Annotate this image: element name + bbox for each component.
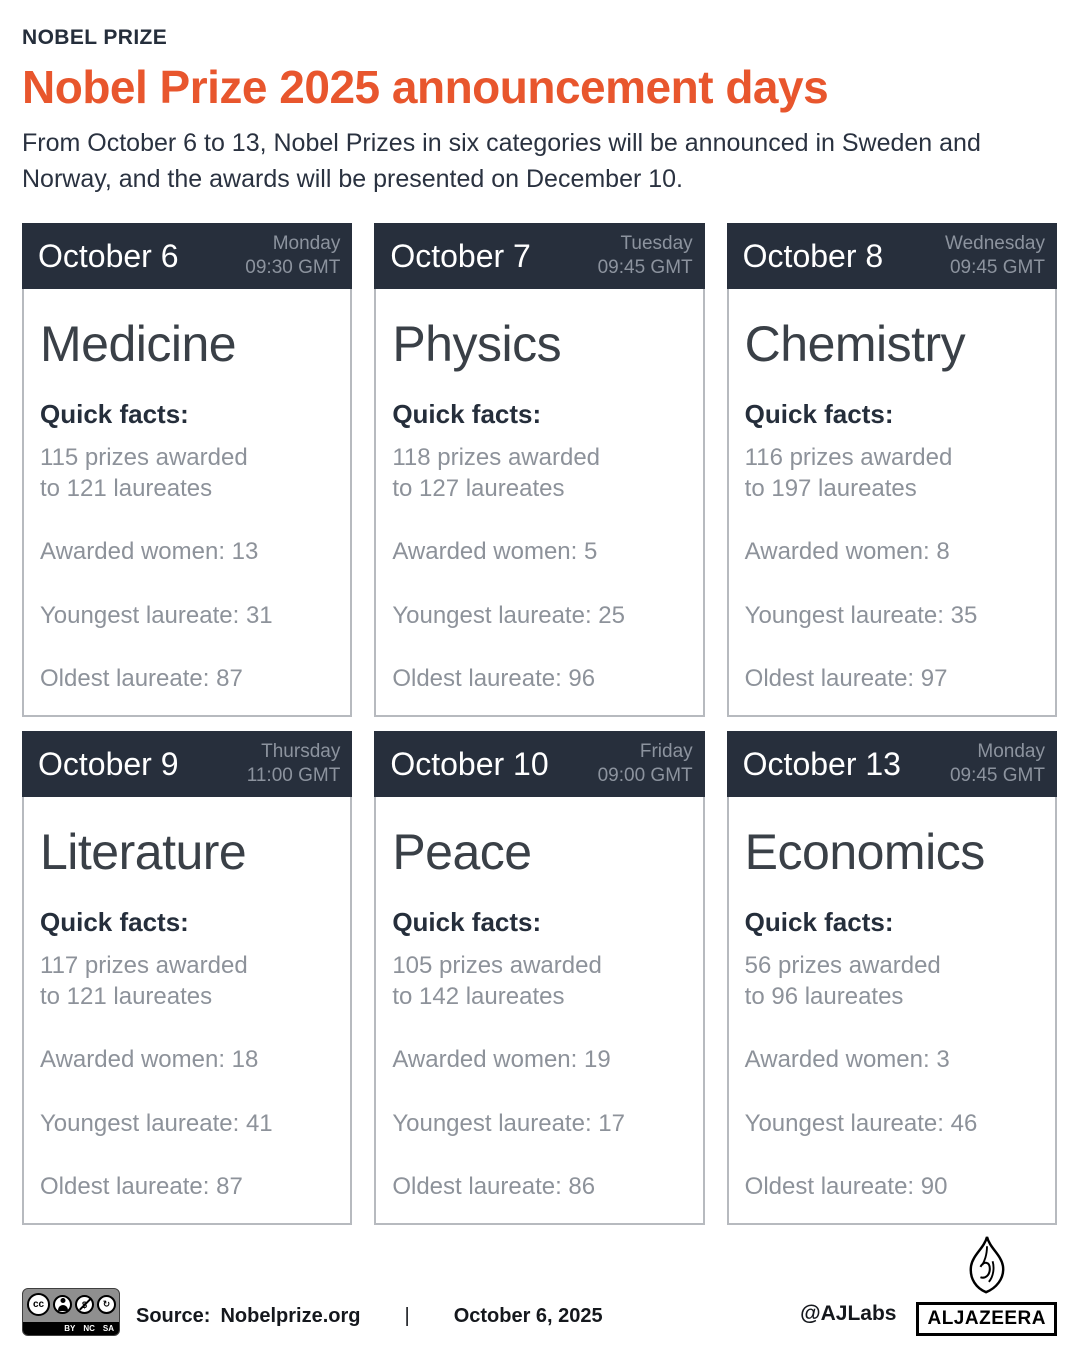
card-date: October 13 [742, 745, 901, 782]
fact-prizes [40, 950, 334, 1012]
page-subtitle: From October 6 to 13, Nobel Prizes in six categories will be announced in Sweden and Norway, and the awards will be presented on December 10. [22, 129, 981, 193]
card-literature [22, 731, 352, 1225]
fact-oldest: Oldest laureate: 86 [392, 1172, 596, 1200]
card-peace [374, 731, 704, 1225]
quick-facts-heading: Quick facts: [392, 399, 542, 429]
card-body [24, 797, 350, 1202]
fact-prizes-line1: 105 prizes awarded [392, 952, 602, 979]
fact-youngest: Youngest laureate: 17 [392, 1109, 625, 1137]
card-daytime [247, 740, 341, 788]
quick-facts-heading: Quick facts: [744, 399, 894, 429]
card-day: Monday [977, 741, 1045, 763]
card-day: Monday [272, 233, 341, 255]
fact-prizes [40, 442, 334, 504]
category-title: Economics [744, 824, 985, 880]
fact-prizes-line1: 117 prizes awarded [40, 952, 248, 979]
card-daytime [945, 232, 1045, 280]
card-header [22, 731, 352, 797]
footer-right [800, 1235, 1057, 1336]
ajlabs-credit: @AJLabs [800, 1302, 897, 1325]
fact-prizes-line2: to 96 laureates [744, 983, 904, 1011]
quick-facts-heading: Quick facts: [744, 907, 894, 937]
quick-facts-heading: Quick facts: [40, 907, 189, 937]
card-day: Wednesday [945, 233, 1045, 255]
cc-icon: cc [27, 1293, 50, 1316]
card-header [374, 731, 704, 797]
fact-prizes [392, 442, 686, 504]
footer [22, 1235, 1057, 1336]
card-physics [374, 223, 704, 717]
fact-prizes-line2: to 121 laureates [40, 475, 213, 503]
card-day: Friday [639, 741, 693, 763]
fact-prizes-line1: 116 prizes awarded [744, 444, 953, 471]
cards-grid [22, 223, 1057, 1225]
card-date: October 8 [742, 237, 884, 274]
card-time: 09:45 GMT [949, 765, 1045, 786]
fact-prizes [745, 950, 1039, 1012]
fact-oldest: Oldest laureate: 97 [744, 664, 948, 692]
fact-youngest: Youngest laureate: 31 [40, 601, 273, 629]
page-title: Nobel Prize 2025 announcement days [22, 61, 829, 113]
card-time: 09:45 GMT [597, 257, 693, 278]
card-day: Tuesday [620, 233, 693, 255]
fact-women: Awarded women: 13 [40, 538, 259, 566]
fact-prizes-line1: 118 prizes awarded [392, 444, 601, 471]
category-title: Peace [392, 824, 532, 880]
card-time: 11:00 GMT [246, 765, 341, 786]
fact-prizes-line2: to 127 laureates [392, 475, 565, 503]
cc-license-labels [23, 1322, 119, 1335]
fact-youngest: Youngest laureate: 46 [744, 1109, 978, 1137]
card-daytime [598, 232, 693, 280]
fact-prizes-line1: 115 prizes awarded [40, 444, 248, 471]
card-body [376, 289, 702, 694]
fact-women: Awarded women: 18 [40, 1046, 259, 1074]
fact-oldest: Oldest laureate: 90 [744, 1172, 948, 1200]
fact-youngest: Youngest laureate: 35 [744, 601, 978, 629]
sa-arrow-icon: ↻ [97, 1295, 116, 1314]
source-value: Nobelprize.org [220, 1305, 361, 1327]
fact-oldest: Oldest laureate: 87 [40, 1172, 243, 1200]
fact-youngest: Youngest laureate: 41 [40, 1109, 273, 1137]
fact-oldest: Oldest laureate: 87 [40, 664, 243, 692]
fact-women: Awarded women: 5 [392, 538, 598, 566]
fact-women: Awarded women: 3 [744, 1046, 950, 1074]
card-header [727, 731, 1057, 797]
cc-license-icons [27, 1293, 116, 1316]
quick-facts-heading: Quick facts: [40, 399, 189, 429]
card-date: October 6 [38, 237, 179, 274]
category-title: Literature [40, 824, 247, 880]
aljazeera-logo [916, 1235, 1057, 1336]
fact-women: Awarded women: 19 [392, 1046, 611, 1074]
card-body [729, 289, 1055, 694]
card-daytime [245, 232, 340, 280]
source-label: Source: [136, 1305, 211, 1327]
card-medicine [22, 223, 352, 717]
by-person-icon [53, 1295, 72, 1314]
card-time: 09:45 GMT [949, 257, 1045, 278]
card-time: 09:00 GMT [597, 765, 693, 786]
fact-women: Awarded women: 8 [744, 538, 950, 566]
footer-left [22, 1288, 603, 1336]
fact-prizes-line1: 56 prizes awarded [744, 952, 941, 979]
license-label-nc: NC [83, 1324, 95, 1333]
fact-prizes [392, 950, 686, 1012]
card-date: October 10 [390, 745, 549, 782]
license-label-sa: SA [102, 1324, 114, 1333]
category-title: Chemistry [744, 316, 966, 372]
card-daytime [950, 740, 1045, 788]
card-header [22, 223, 352, 289]
card-body [24, 289, 350, 694]
card-day: Thursday [261, 741, 341, 763]
card-header [374, 223, 704, 289]
aljazeera-flame-icon [961, 1235, 1013, 1300]
license-label-by: BY [64, 1324, 76, 1333]
card-daytime [598, 740, 693, 788]
fact-prizes-line2: to 142 laureates [392, 983, 565, 1011]
source-line [136, 1305, 603, 1336]
card-date: October 7 [390, 237, 531, 274]
category-title: Physics [392, 316, 562, 372]
nc-dollar-icon [75, 1295, 94, 1314]
card-chemistry [727, 223, 1057, 717]
card-body [376, 797, 702, 1202]
kicker: NOBEL PRIZE [22, 26, 168, 49]
category-title: Medicine [40, 316, 237, 372]
card-header [727, 223, 1057, 289]
card-time: 09:30 GMT [245, 257, 341, 278]
page-header [22, 26, 1057, 223]
quick-facts-heading: Quick facts: [392, 907, 542, 937]
fact-oldest: Oldest laureate: 96 [392, 664, 596, 692]
fact-prizes-line2: to 121 laureates [40, 983, 213, 1011]
fact-prizes [745, 442, 1039, 504]
card-date: October 9 [38, 745, 179, 782]
separator: | [404, 1305, 410, 1327]
fact-prizes-line2: to 197 laureates [744, 475, 917, 503]
fact-youngest: Youngest laureate: 25 [392, 601, 625, 629]
card-body [729, 797, 1055, 1202]
card-economics [727, 731, 1057, 1225]
aljazeera-wordmark: ALJAZEERA [916, 1302, 1057, 1336]
cc-license-badge [22, 1288, 120, 1336]
publish-date: October 6, 2025 [453, 1305, 603, 1327]
